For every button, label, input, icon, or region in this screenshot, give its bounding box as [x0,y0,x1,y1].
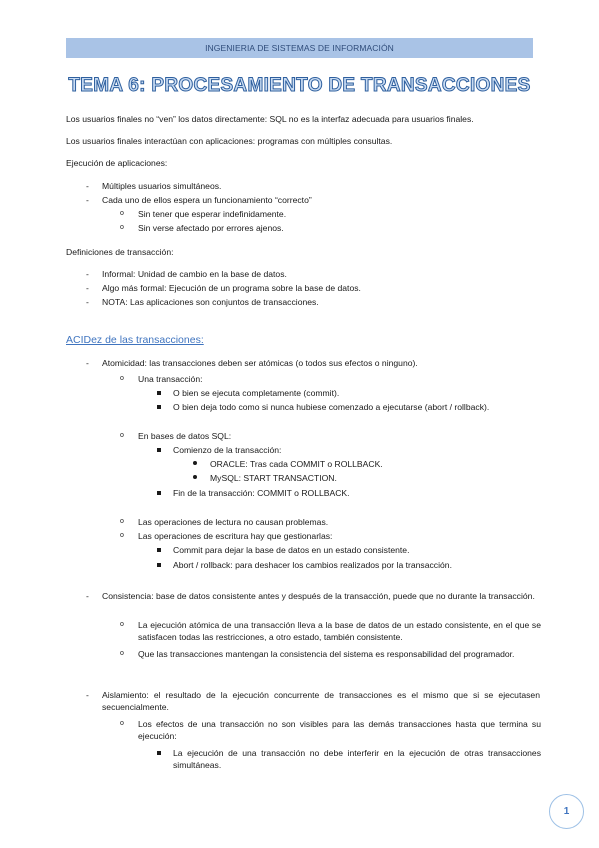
una-transaccion-label: Una transacción: [138,374,203,384]
intro-paragraph-2: Los usuarios finales interactúan con aplicaciones: programas con múltiples consultas. [66,136,393,146]
fin-transaccion: Fin de la transacción: COMMIT o ROLLBACK. [173,488,350,498]
definiciones-heading: Definiciones de transacción: [66,247,174,257]
consistencia-text: Consistencia: base de datos consistente antes y después de la transacción, puede que no durante la transacción. [102,591,535,601]
page-title: TEMA 6: PROCESAMIENTO DE TRANSACCIONES [68,75,531,96]
intro-paragraph-1: Los usuarios finales no “ven” los datos directamente: SQL no es la interfaz adecuada para usuarios finales. [66,114,474,124]
dash-bullet: - [86,181,89,191]
definicion-item-2: Algo más formal: Ejecución de un programa sobre la base de datos. [102,283,361,293]
lectura-text: Las operaciones de lectura no causan problemas. [138,517,329,527]
aislamiento-text: Aislamiento: el resultado de la ejecución concurrente de transacciones es el mismo que si se ejecutasen secuencialmente. [102,690,540,712]
una-transaccion-item-1: O bien se ejecuta completamente (commit). [173,388,340,398]
circle-bullet: o [120,720,124,727]
ejecucion-item-1: Múltiples usuarios simultáneos. [102,181,222,191]
aislamiento-item: Los efectos de una transacción no son visibles para las demás transacciones hasta que termina su ejecución: [138,719,541,741]
circle-bullet: o [120,650,124,657]
acid-section-heading: ACIDez de las transacciones: [66,334,204,346]
circle-bullet: o [120,210,124,217]
square-bullet [157,391,161,395]
square-bullet [157,548,161,552]
bases-datos-sql-label: En bases de datos SQL: [138,431,232,441]
dash-bullet: - [86,690,89,700]
dash-bullet: - [86,591,89,601]
definicion-item-3: NOTA: Las aplicaciones son conjuntos de transacciones. [102,297,319,307]
ejecucion-heading: Ejecución de aplicaciones: [66,158,168,168]
circle-bullet: o [120,621,124,628]
ejecucion-subitem-1: Sin tener que esperar indefinidamente. [138,209,287,219]
escritura-text: Las operaciones de escritura hay que gestionarlas: [138,531,333,541]
course-header: INGENIERIA DE SISTEMAS DE INFORMACIÓN [66,38,533,58]
ejecucion-subitem-2: Sin verse afectado por errores ajenos. [138,223,284,233]
escritura-item-2: Abort / rollback: para deshacer los cambios realizados por la transacción. [173,560,452,570]
round-bullet [193,475,197,479]
square-bullet [157,405,161,409]
definicion-item-1: Informal: Unidad de cambio en la base de datos. [102,269,287,279]
circle-bullet: o [120,532,124,539]
ejecucion-item-2: Cada uno de ellos espera un funcionamiento “correcto” [102,195,312,205]
square-bullet [157,751,161,755]
circle-bullet: o [120,432,124,439]
una-transaccion-item-2: O bien deja todo como si nunca hubiese comenzado a ejecutarse (abort / rollback). [173,402,490,412]
circle-bullet: o [120,518,124,525]
aislamiento-subitem: La ejecución de una transacción no debe interferir en la ejecución de otras transacciones simultáneas. [173,748,541,770]
escritura-item-1: Commit para dejar la base de datos en un estado consistente. [173,545,410,555]
consistencia-item-2: Que las transacciones mantengan la consistencia del sistema es responsabilidad del programador. [138,649,515,659]
dash-bullet: - [86,297,89,307]
square-bullet [157,448,161,452]
dash-bullet: - [86,269,89,279]
comienzo-item-oracle: ORACLE: Tras cada COMMIT o ROLLBACK. [210,459,383,469]
atomicidad-text: Atomicidad: las transacciones deben ser atómicas (o todos sus efectos o ninguno). [102,358,418,368]
round-bullet [193,461,197,465]
square-bullet [157,563,161,567]
page-number-badge: 1 [549,794,584,829]
consistencia-item-1: La ejecución atómica de una transacción lleva a la base de datos de un estado consistente, en el que se satisfacen todas las restricciones, a otro estado, también consistente. [138,620,541,642]
circle-bullet: o [120,375,124,382]
comienzo-item-mysql: MySQL: START TRANSACTION. [210,473,337,483]
dash-bullet: - [86,358,89,368]
dash-bullet: - [86,283,89,293]
dash-bullet: - [86,195,89,205]
square-bullet [157,491,161,495]
comienzo-label: Comienzo de la transacción: [173,445,282,455]
circle-bullet: o [120,224,124,231]
